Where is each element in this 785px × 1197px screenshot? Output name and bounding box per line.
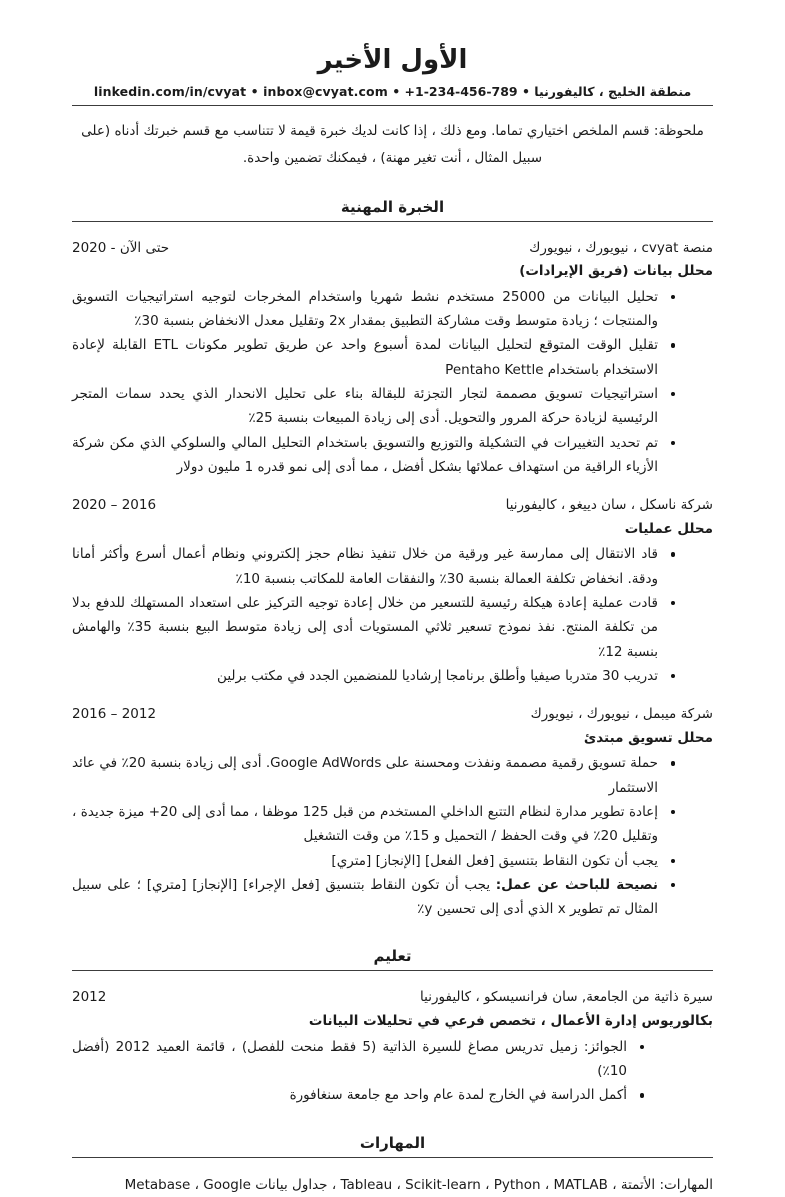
bullet-text: إعادة تطوير مدارة لنظام التتبع الداخلي المستخدم من قبل 125 موظفا ، مما أدى إلى 20+ ميزة جديدة ، وتقليل 20٪ في وقت الحفظ / التحميل و 15٪ من وقت التشغيل bbox=[72, 803, 658, 845]
education-divider bbox=[72, 970, 713, 971]
bullet-list bbox=[72, 1035, 713, 1108]
candidate-name: الأول الأخير bbox=[317, 45, 468, 75]
resume-header bbox=[72, 44, 713, 106]
employer-name: شركة ميبمل ، نيويورك ، نيويورك bbox=[530, 706, 713, 723]
job-header bbox=[72, 494, 713, 517]
job-entry bbox=[72, 494, 713, 688]
bullet-item bbox=[72, 1083, 627, 1107]
bullet-marker-icon bbox=[640, 1045, 645, 1050]
section-education bbox=[72, 947, 713, 1107]
skills-heading: المهارات bbox=[359, 1133, 426, 1152]
bullet-item bbox=[72, 285, 658, 334]
bullet-item bbox=[72, 431, 658, 480]
bullet-list bbox=[72, 285, 713, 479]
experience-heading: الخبرة المهنية bbox=[340, 197, 445, 216]
bullet-item bbox=[72, 333, 658, 382]
bullet-text: حملة تسويق رقمية مصممة ونفذت ومحسنة على Google AdWords. أدى إلى زيادة بنسبة 20٪ في عائد الاستثمار bbox=[72, 755, 658, 796]
education-dates: 2012 bbox=[72, 989, 107, 1006]
skills-line: المهارات: الأتمتة ، Tableau ، Scikit-learn ، Python ، MATLAB ، جداول بيانات Metabase ، Google bbox=[124, 1176, 713, 1193]
bullet-marker-icon bbox=[671, 392, 676, 397]
skills-divider bbox=[72, 1157, 713, 1158]
bullet-list bbox=[72, 751, 713, 921]
bullet-text: قاد الانتقال إلى ممارسة غير ورقية من خلال تنفيذ نظام حجز إلكتروني ونظام أعمال أسرع وأكثر أمانا ودقة. انخفاض تكلفة العمالة بنسبة 30٪ والنفقات العامة للمكاتب بنسبة 10٪ bbox=[72, 546, 658, 587]
job-header bbox=[72, 237, 713, 260]
bullet-text: يجب أن تكون النقاط بتنسيق [فعل الفعل] [الإنجاز] [متري] bbox=[331, 852, 658, 869]
bullet-marker-icon bbox=[671, 859, 676, 864]
job-title: محلل عمليات bbox=[624, 521, 713, 538]
bullet-marker-icon bbox=[671, 883, 676, 888]
education-heading: تعليم bbox=[373, 947, 412, 966]
bullet-marker-icon bbox=[671, 343, 676, 348]
bullet-item bbox=[72, 873, 658, 922]
bullet-text: تقليل الوقت المتوقع لتحليل البيانات لمدة أسبوع واحد عن طريق تطوير مكونات ETL القابلة لإعادة الاستخدام باستخدام Pentaho Kettle bbox=[72, 337, 658, 378]
bullet-item bbox=[72, 664, 658, 688]
bullet-text: أكمل الدراسة في الخارج لمدة عام واحد مع جامعة سنغافورة bbox=[289, 1087, 627, 1104]
job-dates: 2020 - حتى الآن bbox=[72, 239, 170, 256]
section-skills bbox=[72, 1134, 713, 1197]
bullet-marker-icon bbox=[671, 810, 676, 815]
bullet-list bbox=[72, 542, 713, 688]
job-title: محلل بيانات (فريق الإيرادات) bbox=[519, 263, 713, 280]
bullet-item bbox=[72, 751, 658, 800]
header-divider bbox=[72, 105, 713, 106]
bullet-prefix: نصيحة للباحث عن عمل: bbox=[495, 876, 658, 893]
bullet-item bbox=[72, 800, 658, 849]
job-header bbox=[72, 703, 713, 726]
bullet-marker-icon bbox=[671, 761, 676, 766]
bullet-item bbox=[72, 542, 658, 591]
employer-name: منصة cvyat ، نيويورك ، نيويورك bbox=[529, 239, 713, 256]
bullet-item bbox=[72, 1035, 627, 1084]
employer-name: شركة ناسكل ، سان دييغو ، كاليفورنيا bbox=[505, 497, 713, 514]
bullet-item bbox=[72, 849, 658, 873]
degree-title: بكالوريوس إدارة الأعمال ، تخصص فرعي في تحليلات البيانات bbox=[308, 1013, 713, 1030]
bullet-marker-icon bbox=[671, 441, 676, 446]
bullet-text: يجب أن تكون النقاط بتنسيق [فعل الإجراء] [الإنجاز] [متري] ؛ على سبيل المثال تم تطوير x الذي أدى إلى تحسين y٪ bbox=[72, 876, 658, 918]
bullet-text: استراتيجيات تسويق مصممة لتجار التجزئة للبقالة بناء على تحليل الانحدار الذي يحدد سمات المتجر الرئيسية لزيادة حركة المرور والتحويل. أدى إلى زيادة المبيعات بنسبة 25٪ bbox=[72, 385, 658, 427]
bullet-item bbox=[72, 382, 658, 431]
education-entry bbox=[72, 986, 713, 1107]
bullet-marker-icon bbox=[671, 295, 676, 300]
bullet-text: قادت عملية إعادة هيكلة رئيسية للتسعير من خلال إعادة توجيه التركيز على استعداد المستهلك للدفع بدلا من تكلفة المنتج. نفذ نموذج تسعير ثلاثي المستويات أدى إلى زيادة متوسط البيع بنسبة 35٪ والهامش بنسبة 12٪ bbox=[72, 594, 658, 660]
bullet-text: تحليل البيانات من 25000 مستخدم نشط شهريا واستخدام المخرجات لتوجيه استراتيجيات التسويق والمنتجات ؛ زيادة متوسط وقت مشاركة التطبيق بمقدار 2x وتقليل معدل الانخفاض بنسبة 30٪ bbox=[72, 288, 658, 330]
job-entry bbox=[72, 237, 713, 480]
section-experience bbox=[72, 198, 713, 922]
bullet-marker-icon bbox=[671, 552, 676, 557]
bullet-marker-icon bbox=[640, 1093, 645, 1098]
bullet-text: تدريب 30 متدربا صيفيا وأطلق برنامجا إرشاديا للمنضمين الجدد في مكتب برلين bbox=[217, 667, 658, 684]
job-dates: 2016 – 2020 bbox=[72, 497, 157, 514]
contact-line: منطقة الخليج ، كاليفورنيا • 789-456-234-1+ • linkedin.com/in/cvyat • inbox@cvyat.com bbox=[93, 83, 692, 99]
bullet-text: تم تحديد التغييرات في التشكيلة والتوزيع والتسويق باستخدام التحليل المالي والسلوكي الذي مكن شركة الأزياء الراقية من استهداف عملائها بشكل أفضل ، مما أدى إلى نمو قدره 1 مليون دولار bbox=[72, 434, 658, 475]
education-header bbox=[72, 986, 713, 1009]
job-dates: 2012 – 2016 bbox=[72, 706, 157, 723]
school-name: سيرة ذاتية من الجامعة, سان فرانسيسكو ، كاليفورنيا bbox=[420, 989, 713, 1006]
job-entry bbox=[72, 703, 713, 921]
experience-divider bbox=[72, 221, 713, 222]
bullet-text: الجوائز: زميل تدريس مصاغ للسيرة الذاتية (5 فقط منحت للفصل) ، قائمة العميد 2012 (أفضل 10٪) bbox=[72, 1038, 627, 1079]
job-title: محلل تسويق مبتدئ bbox=[583, 730, 713, 747]
bullet-item bbox=[72, 591, 658, 664]
bullet-marker-icon bbox=[671, 601, 676, 606]
bullet-marker-icon bbox=[671, 674, 676, 679]
summary-note: ملحوظة: قسم الملخص اختياري تماما. ومع ذلك ، إذا كانت لديك خبرة قيمة لا تتناسب مع قسم خبرتك أدناه (على سبيل المثال ، أنت تغير مهنة) ، فيمكنك تضمين واحدة. bbox=[81, 122, 704, 166]
